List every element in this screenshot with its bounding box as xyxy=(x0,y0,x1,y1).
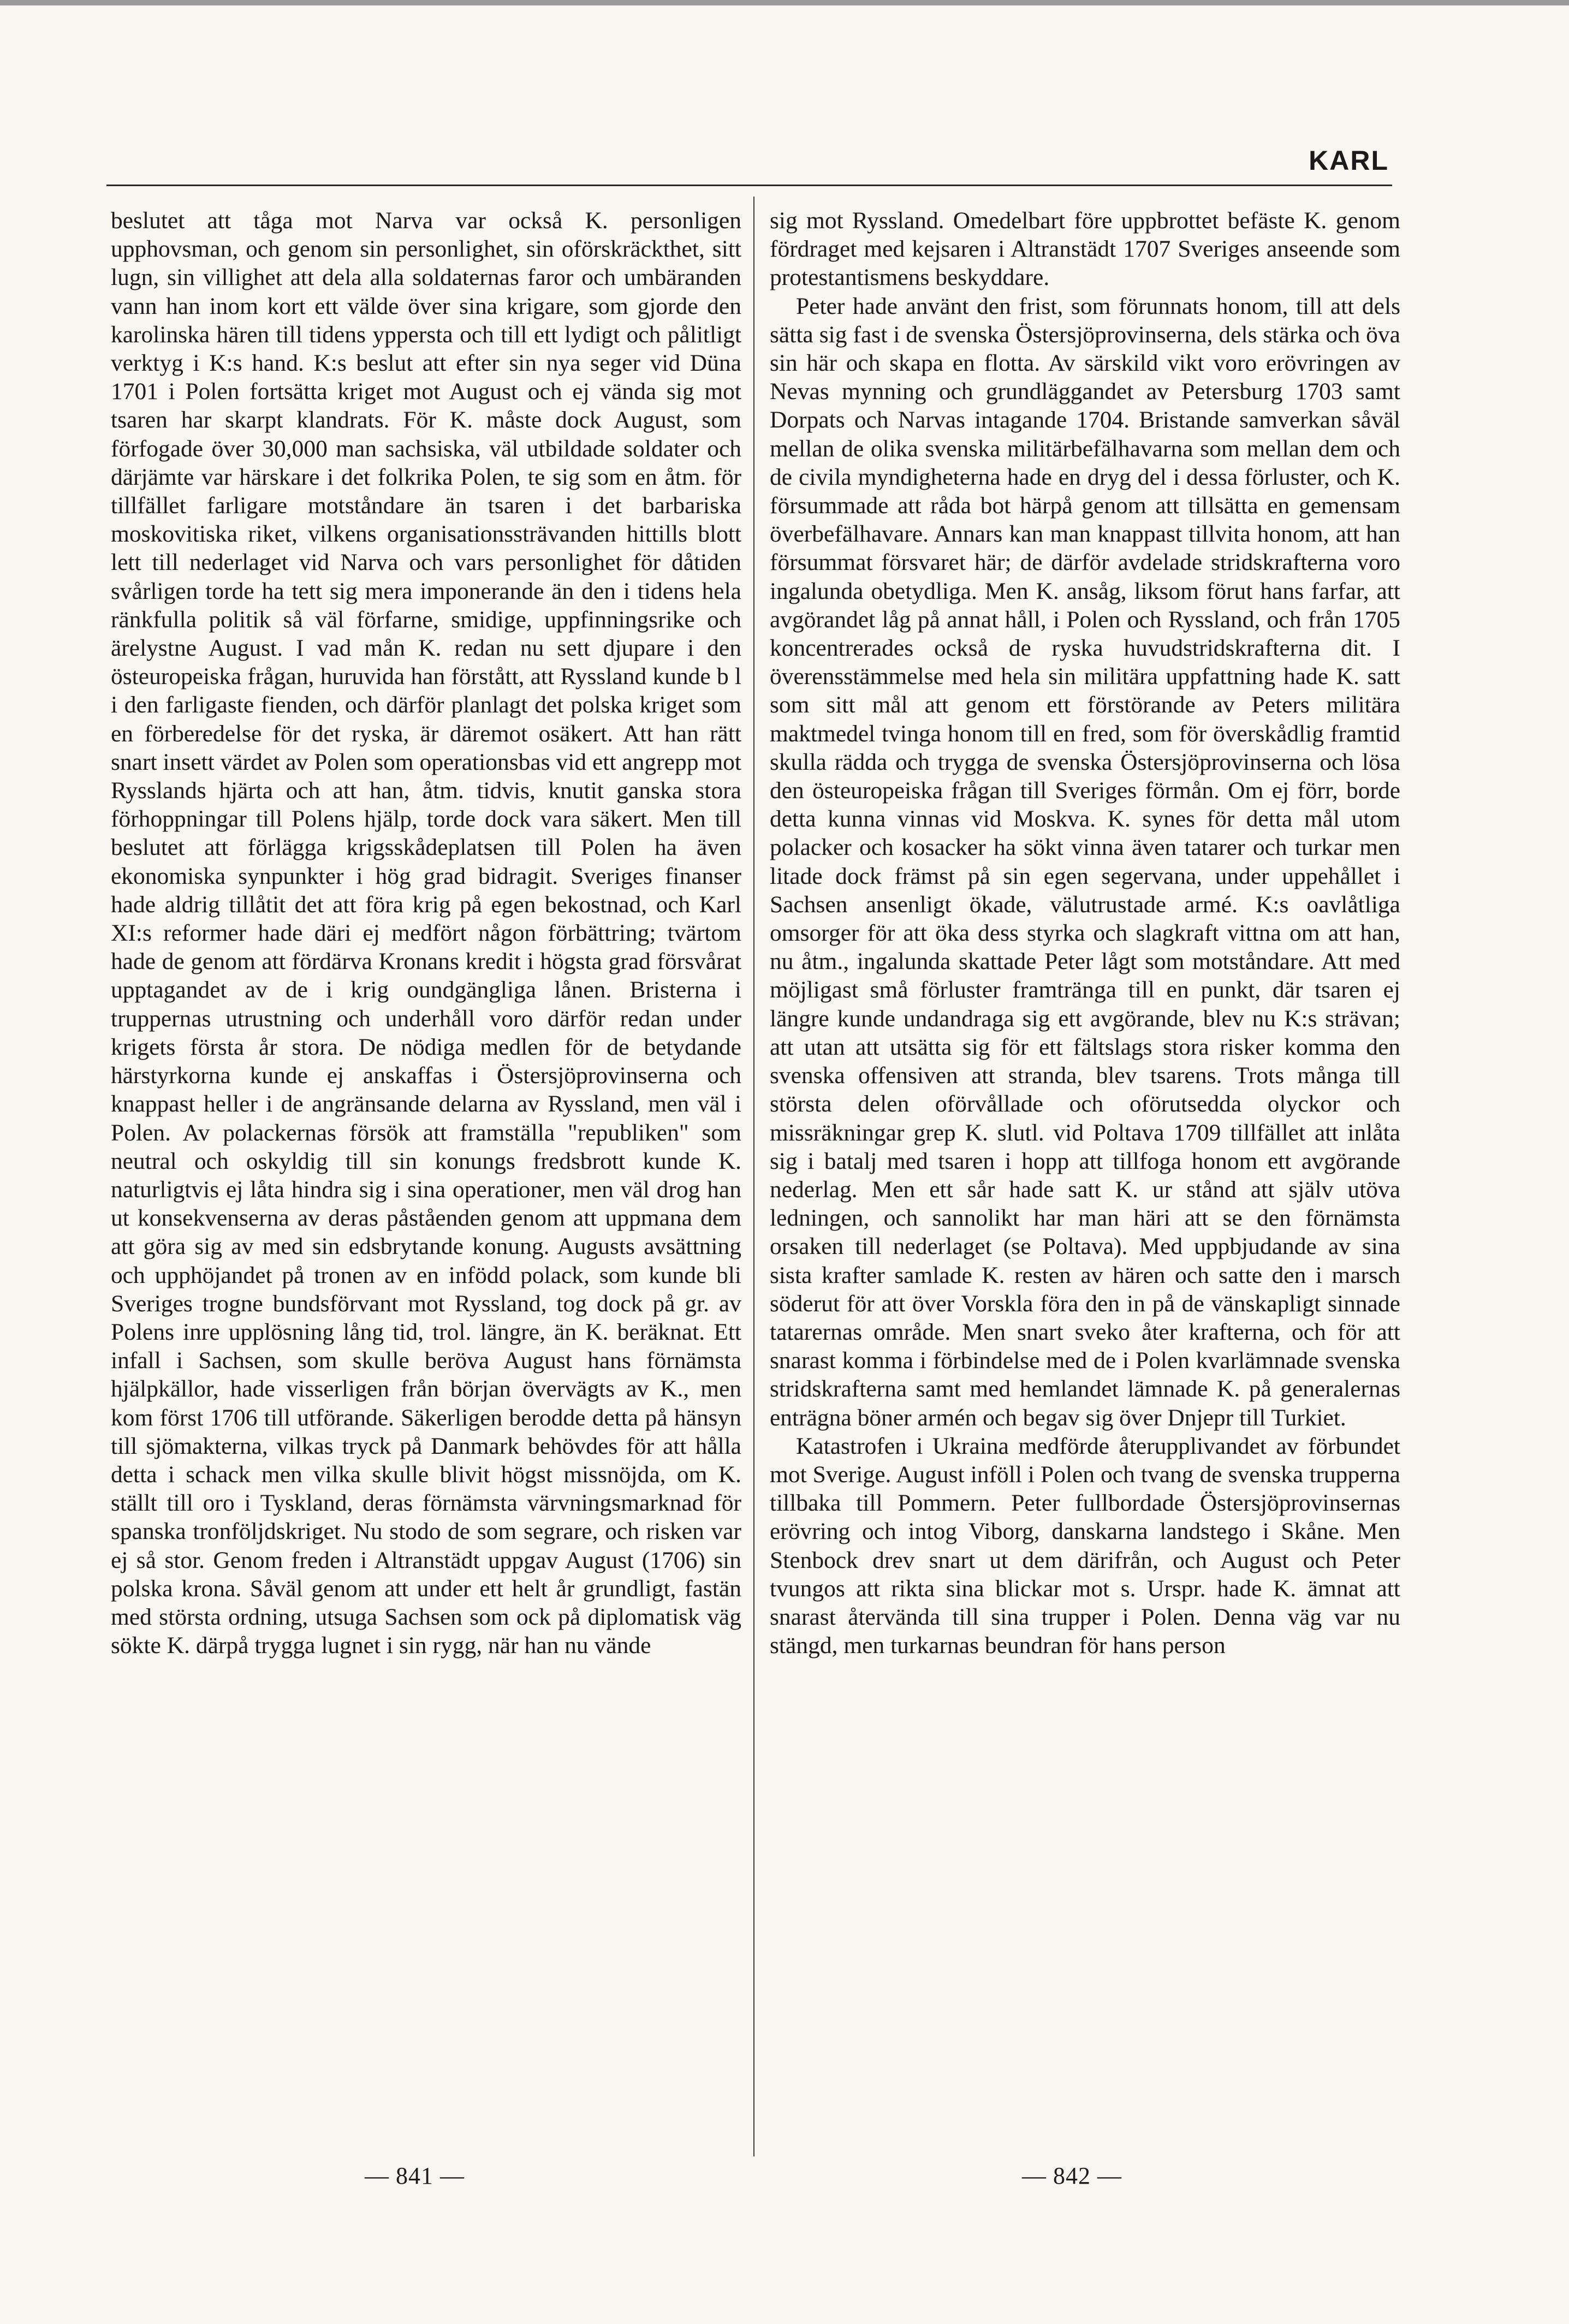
left-page-number: — 841 — xyxy=(365,2162,465,2189)
right-paragraph-3: Katastrofen i Ukraina medförde återupplivandet av förbundet mot Sverige. August inföll i Polen och tvang de svenska trupperna tillbaka till Pommern. Peter fullbordade Östersjöprovinsernas erövring och intog Viborg, danskarna landstego i Skåne. Men Stenbock drev snart ut dem därifrån, och August och Peter tvungos att rikta sina blickar mot s. Urspr. hade K. ämnat att snarast återvända till sina trupper i Polen. Denna väg var nu stängd, men turkarnas beundran för hans person xyxy=(770,1433,1400,1659)
right-paragraph-1: sig mot Ryssland. Omedelbart före uppbrottet befäste K. genom fördraget med kejsaren i Altranstädt 1707 Sveriges anseende som protestantismens beskyddare. xyxy=(770,207,1400,291)
left-paragraph-1: beslutet att tåga mot Narva var också K. personligen upphovsman, och genom sin personlighet, sin oförskräckthet, sitt lugn, sin villighet att dela alla soldaternas faror och umbäranden vann han inom kort ett välde över sina krigare, som gjorde den karolinska hären till tidens yppersta och till ett lydigt och pålitligt verktyg i K:s hand. K:s beslut att efter sin nya seger vid Düna 1701 i Polen fortsätta kriget mot August och ej vända sig mot tsaren har skarpt klandrats. För K. måste dock August, som förfogade över 30,000 man sachsiska, väl utbildade soldater och därjämte var härskare i det folkrika Polen, te sig som en åtm. för tillfället farligare motståndare än tsaren i det barbariska moskovitiska riket, vilkens organisationssträvanden hittills blott lett till nederlaget vid Narva och vars personlighet för dåtiden svårligen torde ha tett sig mera imponerande än den i tidens hela ränkfulla politik så väl förfarne, smidige, uppfinningsrike och ärelystne August. I vad mån K. redan nu sett djupare i den östeuropeiska frågan, huruvida han förstått, att Ryssland kunde b l i den farligaste fienden, och därför planlagt det polska kriget som en förberedelse för det ryska, är däremot osäkert. Att han rätt snart insett värdet av Polen som operationsbas vid ett angrepp mot Rysslands hjärta och att han, åtm. tidvis, knutit ganska stora förhoppningar till Polens hjälp, torde dock vara säkert. Men till beslutet att förlägga krigsskådeplatsen till Polen ha även ekonomiska synpunkter i hög grad bidragit. Sveriges finanser hade aldrig tillåtit det att föra krig på egen bekostnad, och Karl XI:s reformer hade däri ej medfört någon förbättring; tvärtom hade de genom att fördärva Kronans kredit i högsta grad försvårat upptagandet av de i krig oundgängliga lånen. Bristerna i truppernas utrustning och underhåll voro därför redan under krigets första år stora. De nödiga medlen för de betydande härstyrkorna kunde ej anskaffas i Östersjöprovinserna och knappast heller i de angränsande delarna av Ryssland, men väl i Polen. Av polackernas försök att framställa "republiken" som neutral och oskyldig till sin konungs fredsbrott kunde K. naturligtvis ej låta hindra sig i sina operationer, men väl drog han ut konsekvenserna av deras påståenden genom att uppmana dem att göra sig av med sin edsbrytande konung. Augusts avsättning och upphöjandet på tronen av en infödd polack, som kunde bli Sveriges trogne bundsförvant mot Ryssland, tog dock på gr. av Polens inre upplösning lång tid, trol. längre, än K. beräknat. Ett infall i Sachsen, som skulle beröva August hans förnämsta hjälpkällor, hade visserligen från början övervägts av K., men kom först 1706 till utförande. Säkerligen berodde detta på hänsyn till sjömakterna, vilkas tryck på Danmark behövdes för att hålla detta i schack men vilka skulle blivit högst missnöjda, om K. ställt till oro i Tyskland, deras förnämsta värvningsmarknad för spanska tronföljdskriget. Nu stodo de som segrare, och risken var ej så stor. Genom freden i Altranstädt uppgav August (1706) sin polska krona. Såväl genom att under ett helt år grundligt, fastän med största ordning, utsuga Sachsen som ock på diplomatisk väg sökte K. därpå trygga lugnet i sin rygg, när han nu vände xyxy=(111,207,741,1659)
column-divider xyxy=(753,197,754,2156)
right-page-number: — 842 — xyxy=(1022,2162,1122,2189)
left-column xyxy=(111,206,741,2144)
right-paragraph-2: Peter hade använt den frist, som förunnats honom, till att dels sätta sig fast i de svenska Östersjöprovinserna, dels stärka och öva sin här och skapa en flotta. Av särskild vikt voro erövringen av Nevas mynning och grundläggandet av Petersburg 1703 samt Dorpats och Narvas intagande 1704. Bristande samverkan såväl mellan de olika svenska militärbefälhavarna som mellan dem och de civila myndigheterna hade en dryg del i dessa förluster, och K. försummade att råda bot härpå genom att tillsätta en gemensam överbefälhavare. Annars kan man knappast tillvita honom, att han försummat försvaret här; de därför avdelade stridskrafterna voro ingalunda obetydliga. Men K. ansåg, liksom förut hans farfar, att avgörandet låg på annat håll, i Polen och Ryssland, och från 1705 koncentrerades också de ryska huvudstridskrafterna dit. I överensstämmelse med hela sin militära uppfattning hade K. satt som sitt mål att genom ett förstörande av Peters militära maktmedel tvinga honom till en fred, som för överskådlig framtid skulla rädda och trygga de svenska Östersjöprovinserna och lösa den östeuropeiska frågan till Sveriges förmån. Om ej förr, borde detta kunna vinnas vid Moskva. K. synes för detta mål utom polacker och kosacker ha sökt vinna även tatarer och turkar men litade dock främst på sin egen segervana, under uppehållet i Sachsen ansenligt ökade, välutrustade armé. K:s oavlåtliga omsorger för att öka dess styrka och slagkraft vittna om att han, nu åtm., ingalunda skattade Peter lågt som motståndare. Att med möjligast små förluster framtränga till en punkt, där tsaren ej längre kunde undandraga sig ett avgörande, blev nu K:s strävan; att utan att utsätta sig för ett fältslags stora risker komma den svenska offensiven att stranda, blev tsarens. Trots många till största delen oförvållade och oförutsedda olyckor och missräkningar grep K. slutl. vid Poltava 1709 tillfället att inlåta sig i batalj med tsaren i hopp att tillfoga honom ett avgörande nederlag. Men ett sår hade satt K. ur stånd att själv utöva ledningen, och sannolikt har man häri att se den förnämsta orsaken till nederlaget (se Poltava). Med uppbjudande av sina sista krafter samlade K. resten av hären och satte den i marsch söderut för att över Vorskla föra den in på de vänskapligt sinnade tatarernas område. Men snart sveko åter krafterna, och för att snarast komma i förbindelse med de i Polen kvarlämnade svenska stridskrafterna samt med hemlandet lämnade K. på generalernas enträgna böner armén och begav sig över Dnjepr till Turkiet. xyxy=(770,293,1400,1431)
page-top-edge xyxy=(0,0,1569,5)
right-column xyxy=(770,206,1400,2144)
running-head: KARL xyxy=(1309,145,1389,176)
header-rule xyxy=(106,185,1392,186)
